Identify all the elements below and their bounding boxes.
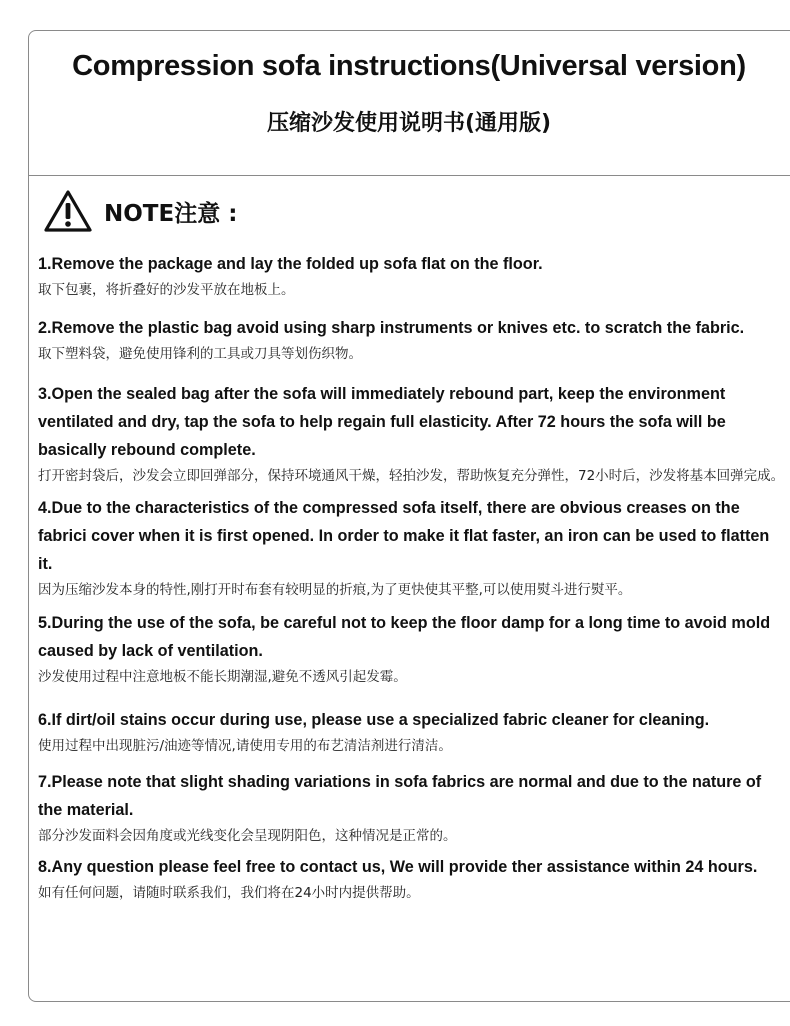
- note-label: NOTE注意 :: [104, 200, 238, 227]
- title-english: Compression sofa instructions(Universal version): [72, 50, 746, 82]
- instruction-english: 5.During the use of the sofa, be careful not to keep the floor damp for a long time to avoid mold caused by lack of ventilation.: [38, 614, 771, 660]
- instruction-english: 6.If dirt/oil stains occur during use, please use a specialized fabric cleaner for cleaning.: [38, 711, 710, 729]
- document-header: [28, 30, 790, 176]
- instruction-english: 8.Any question please feel free to contact us, We will provide ther assistance within 24 hours.: [38, 858, 758, 876]
- instruction-chinese: 如有任何问题，请随时联系我们，我们将在24小时内提供帮助。: [38, 885, 420, 901]
- warning-triangle-icon: [42, 188, 94, 234]
- instruction-chinese: 取下包裹，将折叠好的沙发平放在地板上。: [38, 282, 295, 298]
- note-heading: [42, 186, 237, 236]
- instruction-english: 1.Remove the package and lay the folded up sofa flat on the floor.: [38, 255, 543, 273]
- instruction-chinese: 因为压缩沙发本身的特性,刚打开时布套有较明显的折痕,为了更快使其平整,可以使用熨斗进行熨平。: [38, 582, 632, 598]
- instruction-chinese: 使用过程中出现脏污/油迹等情况,请使用专用的布艺清洁剂进行清洁。: [38, 738, 452, 754]
- instruction-item-2: [38, 314, 788, 367]
- instruction-english: 2.Remove the plastic bag avoid using sharp instruments or knives etc. to scratch the fabric.: [38, 319, 745, 337]
- instruction-item-8: [38, 853, 788, 906]
- instruction-item-7: [38, 768, 788, 849]
- instruction-item-3: [38, 380, 788, 489]
- instruction-chinese: 打开密封袋后，沙发会立即回弹部分，保持环境通风干燥，轻拍沙发，帮助恢复充分弹性，72小时后，沙发将基本回弹完成。: [38, 468, 785, 484]
- instruction-item-6: [38, 706, 788, 759]
- instruction-english: 3.Open the sealed bag after the sofa will immediately rebound part, keep the environment ventilated and dry, tap the sofa to help regain full elasticity. After 72 hours the sofa will be basically rebound complete.: [38, 385, 726, 459]
- instruction-chinese: 取下塑料袋，避免使用锋利的工具或刀具等划伤织物。: [38, 346, 362, 362]
- instruction-chinese: 部分沙发面料会因角度或光线变化会呈现阴阳色，这种情况是正常的。: [38, 828, 457, 844]
- instruction-english: 4.Due to the characteristics of the compressed sofa itself, there are obvious creases on the fabrici cover when it is first opened. In order to make it flat faster, an iron can be used to flatten it.: [38, 499, 770, 573]
- instruction-english: 7.Please note that slight shading variations in sofa fabrics are normal and due to the nature of the material.: [38, 773, 762, 819]
- instruction-item-1: [38, 250, 788, 303]
- instruction-item-5: [38, 609, 788, 690]
- instruction-chinese: 沙发使用过程中注意地板不能长期潮湿,避免不透风引起发霉。: [38, 669, 407, 685]
- instruction-item-4: [38, 494, 788, 603]
- instruction-list: [38, 250, 788, 906]
- title-chinese: 压缩沙发使用说明书(通用版): [266, 111, 552, 136]
